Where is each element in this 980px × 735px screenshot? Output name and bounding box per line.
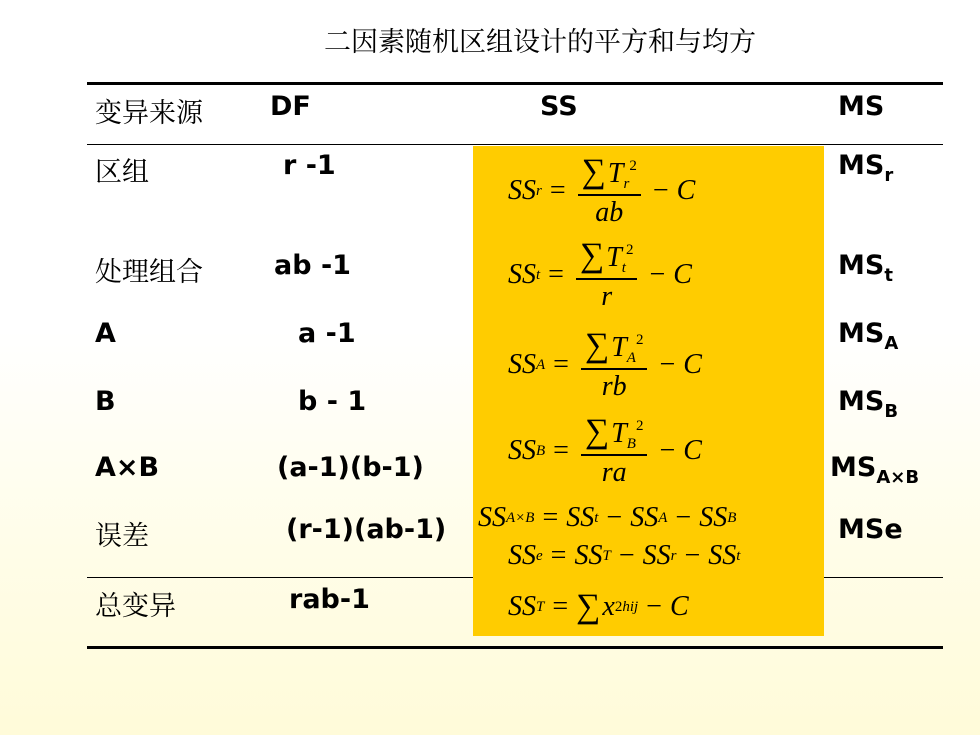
formula-ss-error: SS e = SS T − SS r − SS t [508, 540, 741, 571]
header-ms: MS [838, 91, 885, 122]
page-title: 二因素随机区组设计的平方和与均方 [324, 27, 756, 58]
header-df: DF [270, 91, 311, 122]
row-df-block: r -1 [283, 150, 336, 181]
row-df-a: a -1 [298, 318, 356, 349]
formula-ss-total: SS T = ∑ x 2 hij − C [508, 588, 689, 625]
row-source-error: 误差 [95, 521, 149, 552]
formula-ss-treatment: SS t = $\frac{\sum T_t^2}{r}$ − C [508, 237, 692, 312]
formula-ss-a: SS A = $\frac{\sum T_A^2}{rb}$ − C [508, 327, 702, 402]
header-ss: SS [540, 91, 578, 122]
table-bottom-rule [87, 646, 943, 649]
row-source-total: 总变异 [95, 591, 176, 622]
row-source-axb: A×B [95, 452, 160, 483]
row-ms-error: MSe [838, 514, 903, 545]
row-df-total: rab-1 [289, 584, 370, 615]
row-ms-axb: $MS_{A\times B}$ [830, 452, 920, 488]
row-source-treatment: 处理组合 [95, 257, 203, 288]
row-df-axb: (a-1)(b-1) [277, 452, 424, 483]
row-df-error: (r-1)(ab-1) [286, 514, 447, 545]
formula-ss-b: SS B = $\frac{\sum T_B^2}{ra}$ − C [508, 413, 702, 488]
table-top-rule [87, 82, 943, 85]
header-rule [87, 144, 943, 145]
row-source-a: A [95, 318, 116, 349]
row-df-b: b - 1 [298, 386, 367, 417]
row-ms-b: $MS_B$ [838, 386, 899, 422]
row-source-b: B [95, 386, 116, 417]
row-source-block: 区组 [95, 157, 149, 188]
formula-ss-axb: SS A×B = SS t − SS A − SS B [478, 502, 737, 533]
row-ms-treatment: $MS_t$ [838, 250, 893, 286]
header-source: 变异来源 [95, 98, 203, 129]
row-ms-a: $MS_A$ [838, 318, 899, 354]
row-ms-block: $MS_r$ [838, 150, 894, 186]
formula-ss-block: SS r = $\frac{\sum T_r^2}{ab}$ − C [508, 153, 696, 228]
row-df-treatment: ab -1 [274, 250, 351, 281]
